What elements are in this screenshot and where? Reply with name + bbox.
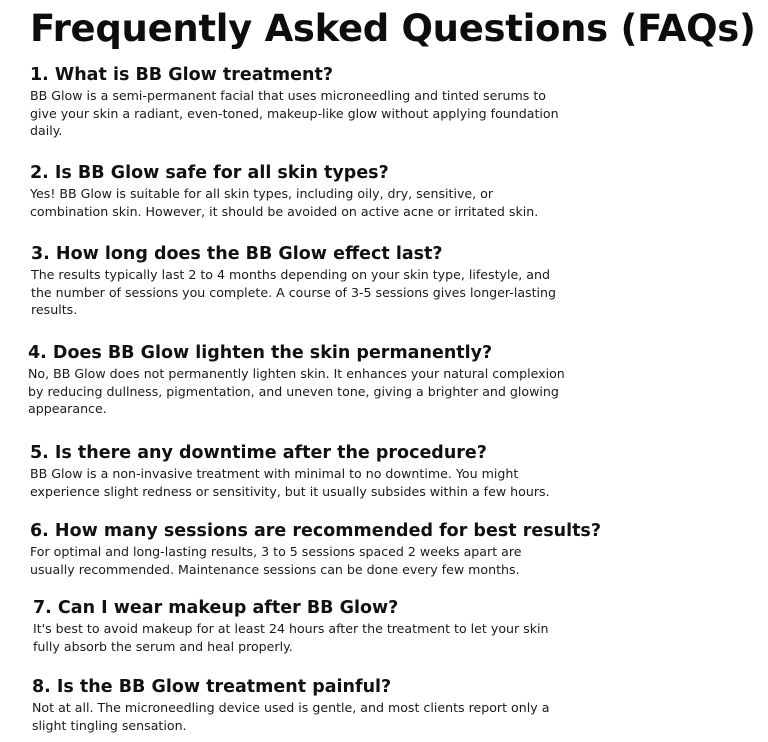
faq-item-7	[33, 597, 573, 655]
faq-question: 5. Is there any downtime after the procedure?	[30, 443, 487, 463]
faq-item-6	[30, 520, 601, 578]
faq-question: 7. Can I wear makeup after BB Glow?	[33, 598, 399, 618]
faq-item-4	[28, 342, 568, 418]
faq-item-2	[30, 162, 570, 220]
faq-answer: It's best to avoid makeup for at least 24 hours after the treatment to let your skin fully absorb the serum and heal properly.	[33, 621, 549, 654]
faq-question: 3. How long does the BB Glow effect last?	[31, 244, 443, 264]
faq-question: 6. How many sessions are recommended for best results?	[30, 521, 601, 541]
faq-answer: BB Glow is a semi-permanent facial that uses microneedling and tinted serums to give your skin a radiant, even-toned, makeup-like glow without applying foundation daily.	[30, 88, 559, 138]
faq-item-8	[32, 676, 572, 734]
page-title: Frequently Asked Questions (FAQs)	[30, 7, 756, 50]
faq-answer: The results typically last 2 to 4 months depending on your skin type, lifestyle, and the number of sessions you complete. A course of 3-5 sessions gives longer-lasting results.	[31, 267, 557, 317]
faq-question: 2. Is BB Glow safe for all skin types?	[30, 163, 389, 183]
faq-answer: BB Glow is a non-invasive treatment with minimal to no downtime. You might experience slight redness or sensitivity, but it usually subsides within a few hours.	[30, 466, 550, 499]
faq-item-3	[31, 243, 571, 319]
faq-question: 4. Does BB Glow lighten the skin permanently?	[28, 343, 493, 363]
faq-item-5	[30, 442, 570, 500]
faq-answer: Yes! BB Glow is suitable for all skin types, including oily, dry, sensitive, or combination skin. However, it should be avoided on active acne or irritated skin.	[30, 186, 539, 219]
faq-answer: No, BB Glow does not permanently lighten skin. It enhances your natural complexion by reducing dullness, pigmentation, and uneven tone, giving a brighter and glowing appearance.	[28, 366, 565, 416]
faq-answer: For optimal and long-lasting results, 3 to 5 sessions spaced 2 weeks apart are usually recommended. Maintenance sessions can be done every few months.	[30, 544, 522, 577]
faq-question: 8. Is the BB Glow treatment painful?	[32, 677, 392, 697]
faq-question: 1. What is BB Glow treatment?	[30, 65, 333, 85]
faq-item-1	[30, 64, 570, 140]
faq-answer: Not at all. The microneedling device used is gentle, and most clients report only a slight tingling sensation.	[32, 700, 550, 733]
